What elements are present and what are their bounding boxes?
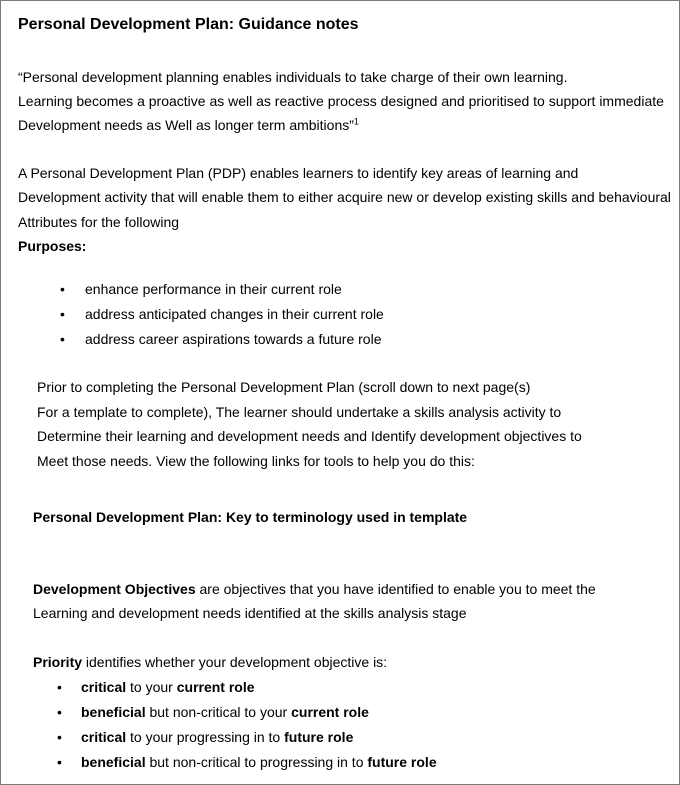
bullet-icon: • (57, 704, 62, 720)
priority-connector: but non-critical to your (145, 704, 292, 720)
priority-level: critical (81, 729, 127, 745)
priority-term: Priority (33, 654, 83, 670)
priority-item-text (81, 703, 369, 721)
priority-role: current role (176, 679, 255, 695)
priority-connector: to your (126, 679, 177, 695)
prior-line-1: Prior to completing the Personal Development Plan (scroll down to next page(s) (37, 379, 531, 395)
prior-line-2: For a template to complete), The learner should undertake a skills analysis activity to (37, 404, 562, 420)
priority-connector: but non-critical to progressing in to (145, 754, 368, 770)
purposes-heading: Purposes: (18, 238, 87, 254)
intro-line-2: Development activity that will enable them to either acquire new or develop existing skills and behavioural (18, 189, 671, 205)
intro-line-1: A Personal Development Plan (PDP) enables learners to identify key areas of learning and (18, 165, 579, 181)
purpose-text: address anticipated changes in their current role (85, 306, 384, 322)
quote-line-1: “Personal development planning enables individuals to take charge of their own learning. (18, 69, 568, 85)
bullet-icon: • (60, 306, 65, 322)
prior-line-3: Determine their learning and development needs and Identify development objectives to (37, 428, 582, 444)
bullet-icon: • (60, 331, 65, 347)
priority-line (33, 653, 387, 671)
key-heading: Personal Development Plan: Key to terminology used in template (33, 509, 468, 525)
bullet-icon: • (57, 729, 62, 745)
dev-objectives-line-2: Learning and development needs identified at the skills analysis stage (33, 605, 467, 621)
page-title: Personal Development Plan: Guidance notes (18, 16, 359, 33)
priority-role: current role (291, 704, 369, 720)
purpose-text: address career aspirations towards a future role (85, 331, 382, 347)
bullet-icon: • (60, 281, 65, 297)
bullet-icon: • (57, 679, 62, 695)
priority-role: future role (284, 729, 354, 745)
priority-role: future role (367, 754, 437, 770)
prior-line-4: Meet those needs. View the following links for tools to help you do this: (37, 453, 475, 469)
quote-line-3-text: Development needs as Well as longer term ambitions” (18, 117, 354, 133)
intro-line-3: Attributes for the following (18, 214, 180, 230)
priority-item-text (81, 678, 255, 696)
dev-objectives-rest: are objectives that you have identified to enable you to meet the (195, 581, 596, 597)
purpose-text: enhance performance in their current role (85, 281, 342, 297)
priority-level: beneficial (81, 704, 146, 720)
dev-objectives-line-1 (33, 580, 596, 598)
footnote-marker: 1 (353, 116, 359, 127)
priority-rest: identifies whether your development objective is: (82, 654, 388, 670)
priority-level: critical (81, 679, 127, 695)
quote-line-2: Learning becomes a proactive as well as reactive process designed and prioritised to support immediate (18, 93, 664, 109)
bullet-icon: • (57, 754, 62, 770)
priority-connector: to your progressing in to (126, 729, 285, 745)
priority-item-text (81, 753, 437, 771)
dev-objectives-term: Development Objectives (33, 581, 196, 597)
priority-level: beneficial (81, 754, 146, 770)
priority-item-text (81, 728, 353, 746)
quote-line-3 (18, 116, 359, 134)
